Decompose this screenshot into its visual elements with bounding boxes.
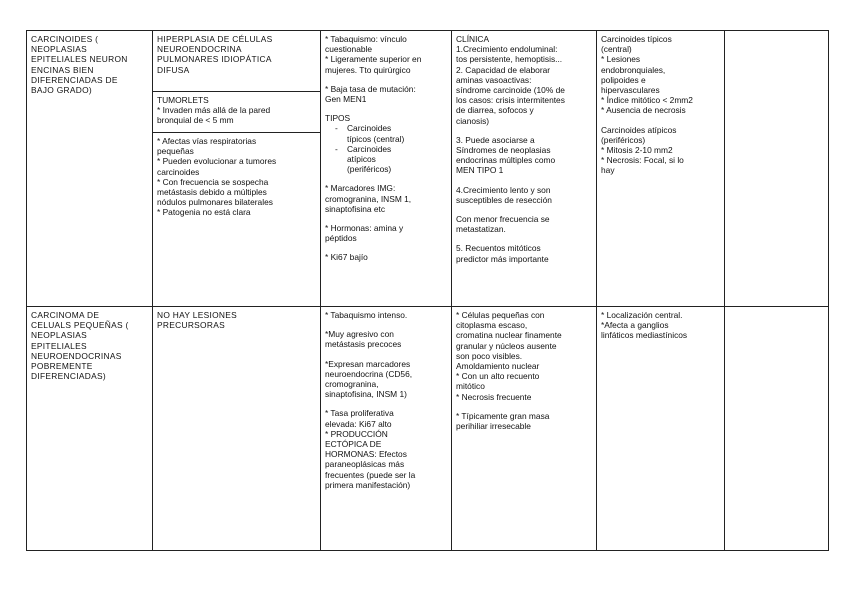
row1-col5-p1: Carcinoides típicos (central) * Lesiones endobronquiales, polipoides e hipervasculares * Índice mitótico < 2mm2 * Ausencia de necrosis <box>601 34 693 116</box>
row2-lesions-cell <box>153 307 321 551</box>
row2-col3-p2: *Muy agresivo con metástasis precoces <box>325 329 402 350</box>
row1-hiperplasia-section <box>153 31 320 91</box>
row1-tumorlets-section <box>153 91 320 132</box>
row1-col3-p3: * Marcadores IMG: cromogranina, INSM 1, sinaptofisina etc <box>325 183 412 214</box>
row1-types-cell <box>597 31 725 307</box>
row1-empty-cell <box>725 31 829 307</box>
row2-clinic-cell <box>452 307 597 551</box>
row2-risk-cell <box>321 307 452 551</box>
row1-col3-p1: * Tabaquismo: vínculo cuestionable * Ligeramente superior en mujeres. Tto quirúrgico <box>325 34 422 75</box>
row1-bullets-text: * Afectas vías respiratorias pequeñas * Pueden evolucionar a tumores carcinoides * Con frecuencia se sospecha metástasis debido a múltiples nódulos pulmonares bilaterales * Patogenia no está clara <box>157 136 277 218</box>
row1-col4-p2: 3. Puede asociarse a Síndromes de neoplasias endocrinas múltiples como MEN TIPO 1 <box>456 134 556 176</box>
row1-col6-text <box>725 31 828 37</box>
row1-clinic-cell <box>452 31 597 307</box>
row1-col4-p1: CLÍNICA 1.Crecimiento endoluminal: tos persistente, hemoptisis... 2. Capacidad de elaborar aminas vasoactivas: síndrome carcinoide (10% de los casos: crisis intermitentes de diarrea, sofocos y cianosis) <box>456 34 565 126</box>
row1-tipos-label: TIPOS <box>325 113 351 124</box>
row1-category-text: CARCINOIDES ( NEOPLASIAS EPITELIALES NEURON ENCINAS BIEN DIFERENCIADAS DE BAJO GRADO) <box>31 34 128 96</box>
row1-col5-p2: Carcinoides atípicos (periféricos) * Mitosis 2-10 mm2 * Necrosis: Focal, si lo hay <box>601 124 684 176</box>
table-row <box>27 31 829 307</box>
row1-risk-cell <box>321 31 452 307</box>
row1-col3-p4: * Hormonas: amina y péptidos <box>325 223 404 244</box>
row1-hiperplasia-text: HIPERPLASIA DE CÉLULAS NEUROENDOCRINA PULMONARES IDIOPÁTICA DIFUSA <box>157 34 273 75</box>
row1-col4-p5: 5. Recuentos mitóticos predictor más importante <box>456 243 549 264</box>
row2-col3-p4: * Tasa proliferativa elevada: Ki67 alto * PRODUCCIÓN ECTÓPICA DE HORMONAS: Efectos paraneoplásicas más frecuentes (puede ser la primera manifestación) <box>325 408 416 490</box>
row2-category-cell <box>27 307 153 551</box>
row2-col3-p1: * Tabaquismo intenso. <box>325 310 408 320</box>
row2-col4-p1: * Células pequeñas con citoplasma escaso, cromatina nuclear finamente granular y núcleos ausente son poco visibles. Amoldamiento nuclear * Con un alto recuento mitótico * Necrosis frecuente <box>456 310 562 402</box>
row2-empty-cell <box>725 307 829 551</box>
row2-types-cell <box>597 307 725 551</box>
row1-bullets-section <box>153 132 320 221</box>
row2-col6-text <box>725 307 828 313</box>
row1-category-cell <box>27 31 153 307</box>
row1-lesions-cell <box>153 31 321 307</box>
row2-col4-p2: * Típicamente gran masa perihiliar irresecable <box>456 410 550 432</box>
row1-col4-p4: Con menor frecuencia se metastatizan. <box>456 214 550 235</box>
row2-category-text: CARCINOMA DE CELUALS PEQUEÑAS ( NEOPLASIAS EPITELIALES NEUROENDOCRINAS POBREMENTE DIFERENCIADAS) <box>31 310 129 382</box>
table-row <box>27 307 829 551</box>
row1-tipos-list <box>325 123 447 174</box>
pathology-table <box>26 30 829 551</box>
row1-col3-p5: * Ki67 bajío <box>325 252 368 263</box>
list-item: - Carcinoides atípicos (periféricos) <box>347 144 447 175</box>
row2-col5-text: * Localización central. *Afecta a ganglios linfáticos mediastínicos <box>601 310 688 341</box>
list-item: - Carcinoides típicos (central) <box>347 123 447 143</box>
row2-col3-p3: *Expresan marcadores neuroendocrina (CD56, cromogranina, sinaptofisina, INSM 1) <box>325 358 413 400</box>
row1-tumorlets-text: TUMORLETS * Invaden más allá de la pared bronquial de < 5 mm <box>157 95 271 126</box>
row1-col4-p3: 4.Crecimiento lento y son susceptibles de resección <box>456 184 552 205</box>
row2-lesions-text: NO HAY LESIONES PRECURSORAS <box>157 310 238 331</box>
row1-col3-p2: * Baja tasa de mutación: Gen MEN1 <box>325 83 416 105</box>
